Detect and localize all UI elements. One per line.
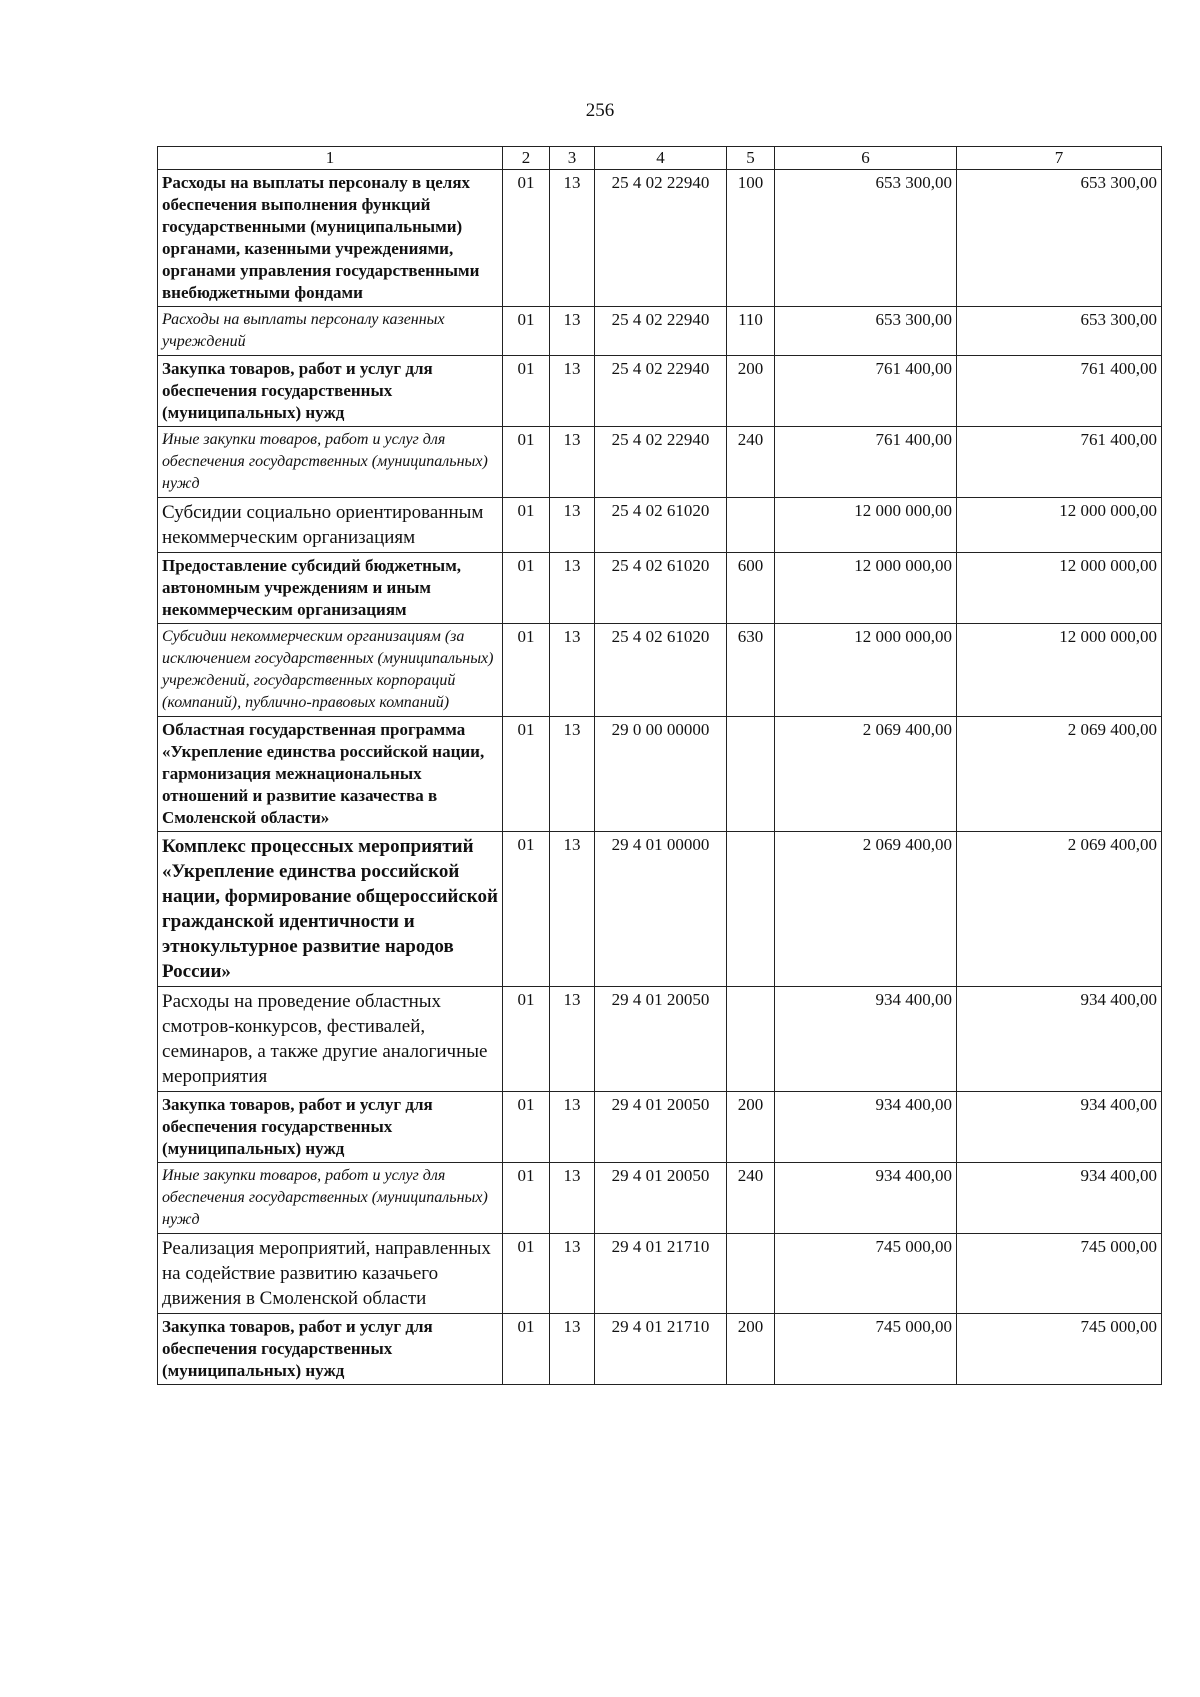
expense-type-cell: 240 <box>727 427 775 498</box>
table-row <box>158 1092 1162 1163</box>
subsection-code-cell: 13 <box>550 170 595 307</box>
amount-year2-cell: 934 400,00 <box>957 1163 1162 1234</box>
target-article-cell: 25 4 02 22940 <box>595 170 727 307</box>
section-code-cell: 01 <box>503 987 550 1092</box>
row-name-cell: Комплекс процессных мероприятий «Укрепление единства российской нации, формирование общероссийской гражданской идентичности и этнокультурное развитие народов России» <box>158 832 503 987</box>
table-row <box>158 356 1162 427</box>
row-name-cell: Областная государственная программа «Укрепление единства российской нации, гармонизация межнациональных отношений и развитие казачества в Смоленской области» <box>158 717 503 832</box>
target-article-cell: 25 4 02 61020 <box>595 553 727 624</box>
amount-year2-cell: 2 069 400,00 <box>957 717 1162 832</box>
expense-type-cell <box>727 498 775 553</box>
section-code-cell: 01 <box>503 427 550 498</box>
table-row <box>158 498 1162 553</box>
row-name-cell: Предоставление субсидий бюджетным, автономным учреждениям и иным некоммерческим организациям <box>158 553 503 624</box>
section-code-cell: 01 <box>503 307 550 356</box>
amount-year2-cell: 745 000,00 <box>957 1234 1162 1314</box>
subsection-code-cell: 13 <box>550 427 595 498</box>
section-code-cell: 01 <box>503 1314 550 1385</box>
amount-year1-cell: 12 000 000,00 <box>775 498 957 553</box>
row-name-cell: Иные закупки товаров, работ и услуг для обеспечения государственных (муниципальных) нужд <box>158 1163 503 1234</box>
amount-year1-cell: 653 300,00 <box>775 170 957 307</box>
target-article-cell: 25 4 02 22940 <box>595 427 727 498</box>
amount-year2-cell: 934 400,00 <box>957 1092 1162 1163</box>
table-row <box>158 170 1162 307</box>
amount-year2-cell: 745 000,00 <box>957 1314 1162 1385</box>
target-article-cell: 25 4 02 61020 <box>595 624 727 717</box>
header-cell-3: 3 <box>550 147 595 170</box>
table-row <box>158 717 1162 832</box>
subsection-code-cell: 13 <box>550 356 595 427</box>
amount-year2-cell: 12 000 000,00 <box>957 498 1162 553</box>
page-number: 256 <box>585 100 615 121</box>
subsection-code-cell: 13 <box>550 1234 595 1314</box>
table-row <box>158 1314 1162 1385</box>
row-name-cell: Расходы на выплаты персоналу казенных учреждений <box>158 307 503 356</box>
expense-type-cell <box>727 1234 775 1314</box>
expense-type-cell: 100 <box>727 170 775 307</box>
section-code-cell: 01 <box>503 1092 550 1163</box>
target-article-cell: 25 4 02 22940 <box>595 356 727 427</box>
amount-year2-cell: 653 300,00 <box>957 170 1162 307</box>
header-cell-2: 2 <box>503 147 550 170</box>
section-code-cell: 01 <box>503 832 550 987</box>
table-header-row <box>158 147 1162 170</box>
subsection-code-cell: 13 <box>550 717 595 832</box>
amount-year1-cell: 761 400,00 <box>775 356 957 427</box>
amount-year1-cell: 934 400,00 <box>775 1163 957 1234</box>
subsection-code-cell: 13 <box>550 624 595 717</box>
amount-year1-cell: 12 000 000,00 <box>775 553 957 624</box>
target-article-cell: 25 4 02 22940 <box>595 307 727 356</box>
table-row <box>158 832 1162 987</box>
row-name-cell: Расходы на проведение областных смотров-конкурсов, фестивалей, семинаров, а также другие аналогичные мероприятия <box>158 987 503 1092</box>
subsection-code-cell: 13 <box>550 553 595 624</box>
section-code-cell: 01 <box>503 356 550 427</box>
table-row <box>158 553 1162 624</box>
section-code-cell: 01 <box>503 1163 550 1234</box>
expense-type-cell: 200 <box>727 356 775 427</box>
target-article-cell: 29 4 01 20050 <box>595 1092 727 1163</box>
budget-table <box>157 146 1162 1385</box>
amount-year1-cell: 12 000 000,00 <box>775 624 957 717</box>
amount-year1-cell: 761 400,00 <box>775 427 957 498</box>
section-code-cell: 01 <box>503 498 550 553</box>
expense-type-cell: 600 <box>727 553 775 624</box>
row-name-cell: Иные закупки товаров, работ и услуг для обеспечения государственных (муниципальных) нужд <box>158 427 503 498</box>
table-body <box>158 147 1162 1385</box>
amount-year1-cell: 2 069 400,00 <box>775 832 957 987</box>
amount-year1-cell: 2 069 400,00 <box>775 717 957 832</box>
expense-type-cell: 200 <box>727 1092 775 1163</box>
row-name-cell: Закупка товаров, работ и услуг для обеспечения государственных (муниципальных) нужд <box>158 1092 503 1163</box>
amount-year1-cell: 934 400,00 <box>775 987 957 1092</box>
amount-year2-cell: 761 400,00 <box>957 356 1162 427</box>
amount-year2-cell: 761 400,00 <box>957 427 1162 498</box>
table-row <box>158 624 1162 717</box>
target-article-cell: 29 0 00 00000 <box>595 717 727 832</box>
amount-year1-cell: 745 000,00 <box>775 1234 957 1314</box>
section-code-cell: 01 <box>503 553 550 624</box>
amount-year1-cell: 934 400,00 <box>775 1092 957 1163</box>
section-code-cell: 01 <box>503 170 550 307</box>
table-row <box>158 1163 1162 1234</box>
subsection-code-cell: 13 <box>550 307 595 356</box>
target-article-cell: 29 4 01 21710 <box>595 1234 727 1314</box>
row-name-cell: Субсидии некоммерческим организациям (за исключением государственных (муниципальных) учреждений, государственных корпораций (компаний), публично-правовых компаний) <box>158 624 503 717</box>
section-code-cell: 01 <box>503 1234 550 1314</box>
target-article-cell: 29 4 01 21710 <box>595 1314 727 1385</box>
table-row <box>158 1234 1162 1314</box>
section-code-cell: 01 <box>503 717 550 832</box>
amount-year2-cell: 653 300,00 <box>957 307 1162 356</box>
header-cell-5: 5 <box>727 147 775 170</box>
row-name-cell: Расходы на выплаты персоналу в целях обеспечения выполнения функций государственными (муниципальными) органами, казенными учреждениями, органами управления государственными внебюджетными фондами <box>158 170 503 307</box>
header-cell-1: 1 <box>158 147 503 170</box>
target-article-cell: 29 4 01 20050 <box>595 1163 727 1234</box>
subsection-code-cell: 13 <box>550 1163 595 1234</box>
expense-type-cell <box>727 832 775 987</box>
row-name-cell: Закупка товаров, работ и услуг для обеспечения государственных (муниципальных) нужд <box>158 1314 503 1385</box>
amount-year2-cell: 934 400,00 <box>957 987 1162 1092</box>
header-cell-7: 7 <box>957 147 1162 170</box>
header-cell-4: 4 <box>595 147 727 170</box>
expense-type-cell: 240 <box>727 1163 775 1234</box>
table-row <box>158 427 1162 498</box>
row-name-cell: Реализация мероприятий, направленных на содействие развитию казачьего движения в Смоленской области <box>158 1234 503 1314</box>
expense-type-cell: 630 <box>727 624 775 717</box>
amount-year2-cell: 12 000 000,00 <box>957 624 1162 717</box>
header-cell-6: 6 <box>775 147 957 170</box>
table-row <box>158 987 1162 1092</box>
amount-year2-cell: 2 069 400,00 <box>957 832 1162 987</box>
expense-type-cell <box>727 717 775 832</box>
row-name-cell: Субсидии социально ориентированным некоммерческим организациям <box>158 498 503 553</box>
amount-year1-cell: 653 300,00 <box>775 307 957 356</box>
expense-type-cell <box>727 987 775 1092</box>
expense-type-cell: 110 <box>727 307 775 356</box>
target-article-cell: 25 4 02 61020 <box>595 498 727 553</box>
section-code-cell: 01 <box>503 624 550 717</box>
subsection-code-cell: 13 <box>550 987 595 1092</box>
target-article-cell: 29 4 01 00000 <box>595 832 727 987</box>
subsection-code-cell: 13 <box>550 832 595 987</box>
amount-year2-cell: 12 000 000,00 <box>957 553 1162 624</box>
subsection-code-cell: 13 <box>550 1314 595 1385</box>
amount-year1-cell: 745 000,00 <box>775 1314 957 1385</box>
subsection-code-cell: 13 <box>550 1092 595 1163</box>
expense-type-cell: 200 <box>727 1314 775 1385</box>
subsection-code-cell: 13 <box>550 498 595 553</box>
target-article-cell: 29 4 01 20050 <box>595 987 727 1092</box>
row-name-cell: Закупка товаров, работ и услуг для обеспечения государственных (муниципальных) нужд <box>158 356 503 427</box>
table-row <box>158 307 1162 356</box>
